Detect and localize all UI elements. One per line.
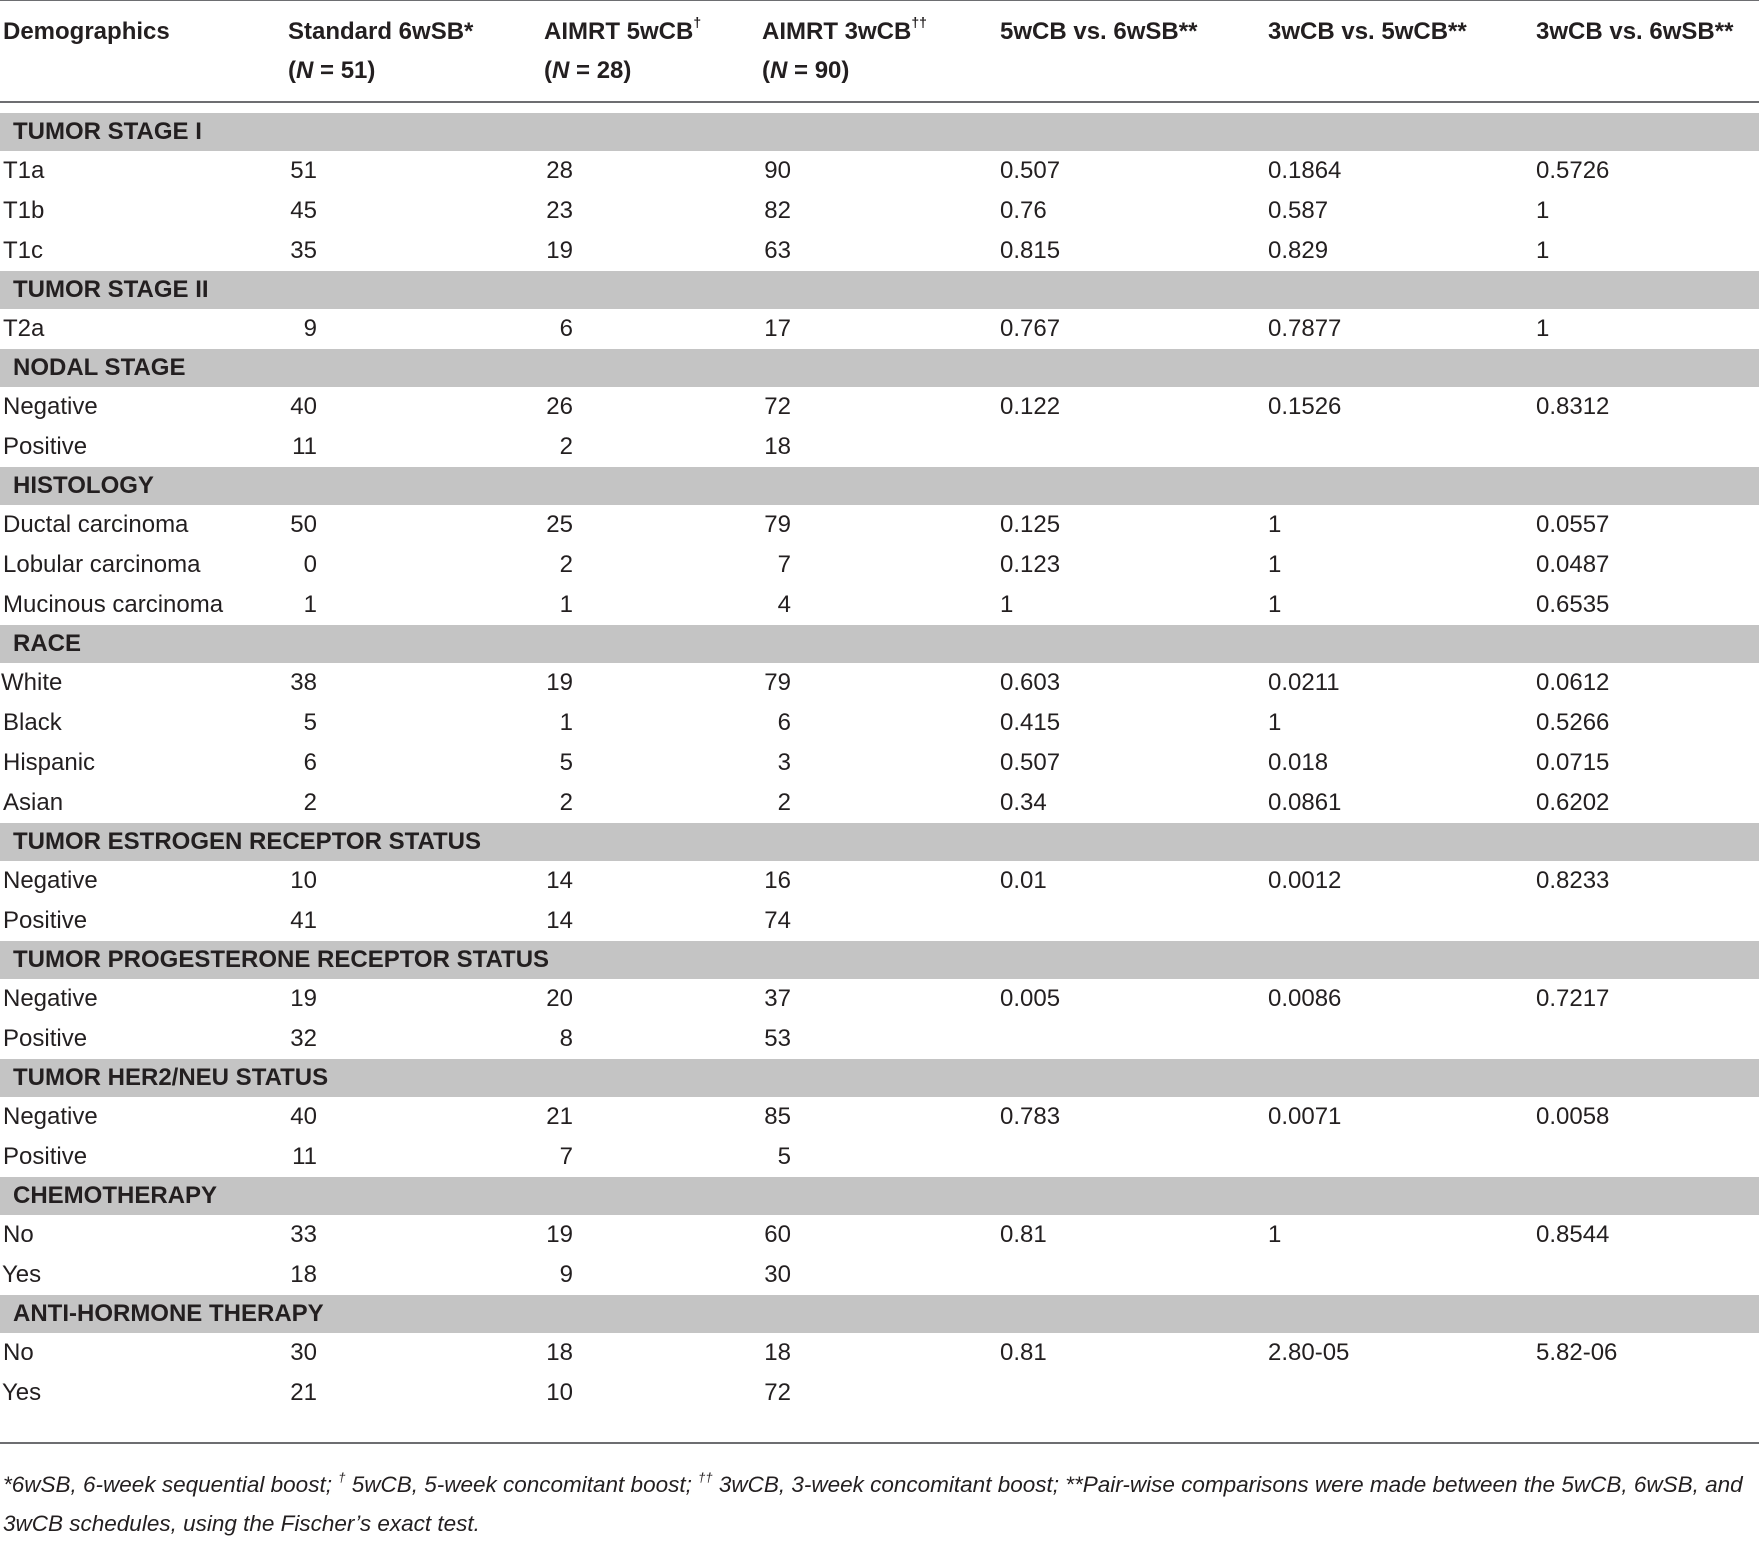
row-label: Positive <box>3 907 88 934</box>
table-cell: 40 <box>290 1103 317 1130</box>
header-aimrt-5wcb: AIMRT 5wCB† <box>544 14 702 45</box>
table-cell: 0.01 <box>1000 867 1047 894</box>
table-cell: 0.6535 <box>1536 591 1610 618</box>
table-cell: 19 <box>546 237 573 264</box>
table-cell: 0.125 <box>1000 511 1061 538</box>
header-3wcb-vs-5wcb: 3wCB vs. 5wCB** <box>1268 18 1467 45</box>
row-label: T2a <box>3 315 45 342</box>
table-cell: 0.1864 <box>1268 157 1342 184</box>
table-cell: 0.76 <box>1000 197 1047 224</box>
table-cell: 50 <box>290 511 317 538</box>
table-cell: 72 <box>764 1379 791 1406</box>
table-cell: 0.8544 <box>1536 1221 1610 1248</box>
section-band <box>0 349 1759 387</box>
table-cell: 0.122 <box>1000 393 1061 420</box>
table-cell: 1 <box>1268 551 1282 578</box>
table-cell: 25 <box>546 511 573 538</box>
table-cell: 30 <box>764 1261 791 1288</box>
table-cell: 5 <box>559 749 573 776</box>
header-aimrt-3wcb-n: (N = 90) <box>762 57 850 84</box>
table-cell: 7 <box>777 551 791 578</box>
header-5wcb-vs-6wsb: 5wCB vs. 6wSB** <box>1000 18 1198 45</box>
table-cell: 72 <box>764 393 791 420</box>
row-label: Negative <box>3 393 98 420</box>
table-cell: 0.507 <box>1000 749 1061 776</box>
section-band <box>0 467 1759 505</box>
section-title: CHEMOTHERAPY <box>13 1182 218 1209</box>
table-cell: 0.0557 <box>1536 511 1610 538</box>
section-band <box>0 625 1759 663</box>
table-cell: 1 <box>1000 591 1014 618</box>
table-cell: 0.0071 <box>1268 1103 1342 1130</box>
table-cell: 21 <box>546 1103 573 1130</box>
header-aimrt-3wcb: AIMRT 3wCB†† <box>762 14 927 45</box>
table-cell: 5 <box>777 1143 791 1170</box>
table-cell: 60 <box>764 1221 791 1248</box>
top-rule <box>0 0 1759 1</box>
table-cell: 37 <box>764 985 791 1012</box>
header-standard-6wsb: Standard 6wSB* <box>288 18 474 45</box>
row-label: Yes <box>2 1261 42 1288</box>
table-cell: 0.5266 <box>1536 709 1610 736</box>
table-cell: 23 <box>546 197 573 224</box>
table-cell: 0.7877 <box>1268 315 1342 342</box>
table-cell: 18 <box>546 1339 573 1366</box>
row-label: No <box>3 1221 34 1248</box>
table-cell: 1 <box>1268 709 1282 736</box>
table-cell: 19 <box>546 1221 573 1248</box>
row-label: Asian <box>3 789 64 816</box>
table-cell: 6 <box>303 749 317 776</box>
table-cell: 2 <box>303 789 317 816</box>
table-cell: 1 <box>1268 511 1282 538</box>
row-label: No <box>3 1339 34 1366</box>
row-label: T1a <box>3 157 45 184</box>
table-cell: 2 <box>777 789 791 816</box>
section-band <box>0 113 1759 151</box>
table-cell: 6 <box>777 709 791 736</box>
table-cell: 18 <box>764 1339 791 1366</box>
table-cell: 40 <box>290 393 317 420</box>
table-cell: 0.34 <box>1000 789 1047 816</box>
table-cell: 2.80-05 <box>1268 1339 1350 1366</box>
table-cell: 5.82-06 <box>1536 1339 1618 1366</box>
section-band <box>0 1295 1759 1333</box>
table-footnote: *6wSB, 6-week sequential boost; † 5wCB, 5-week concomitant boost; †† 3wCB, 3-week concomitant boost; **Pair-wise comparisons were made between the 5wCB, 6wSB, and 3wCB schedules, using the Fischer’s exact test. <box>3 1470 1743 1536</box>
row-label: Mucinous carcinoma <box>3 591 224 618</box>
section-title: NODAL STAGE <box>13 354 186 381</box>
table-cell: 28 <box>546 157 573 184</box>
section-title: ANTI-HORMONE THERAPY <box>13 1300 324 1327</box>
row-label: White <box>1 669 63 696</box>
table-cell: 1 <box>559 709 573 736</box>
table-cell: 79 <box>764 511 791 538</box>
table-cell: 0.415 <box>1000 709 1061 736</box>
table-cell: 1 <box>303 591 317 618</box>
table-cell: 0.1526 <box>1268 393 1342 420</box>
table-cell: 79 <box>764 669 791 696</box>
table-cell: 26 <box>546 393 573 420</box>
section-band <box>0 1059 1759 1097</box>
row-label: Negative <box>3 985 98 1012</box>
table-cell: 8 <box>559 1025 573 1052</box>
row-label: Negative <box>3 867 98 894</box>
header-standard-6wsb-n: (N = 51) <box>288 57 376 84</box>
table-cell: 2 <box>559 433 573 460</box>
table-cell: 3 <box>777 749 791 776</box>
table-cell: 0.018 <box>1268 749 1329 776</box>
table-cell: 0.81 <box>1000 1339 1047 1366</box>
table-cell: 0.783 <box>1000 1103 1061 1130</box>
section-title: RACE <box>13 630 82 657</box>
table-cell: 85 <box>764 1103 791 1130</box>
table-cell: 0.0211 <box>1268 669 1340 696</box>
table-cell: 9 <box>559 1261 573 1288</box>
table-cell: 9 <box>303 315 317 342</box>
table-cell: 74 <box>764 907 791 934</box>
table-cell: 5 <box>303 709 317 736</box>
row-label: Lobular carcinoma <box>3 551 201 578</box>
table-cell: 0.123 <box>1000 551 1061 578</box>
section-band <box>0 271 1759 309</box>
table-cell: 19 <box>290 985 317 1012</box>
row-label: T1b <box>3 197 45 224</box>
table-cell: 17 <box>764 315 791 342</box>
table-cell: 0.829 <box>1268 237 1329 264</box>
header-demographics: Demographics <box>3 18 170 45</box>
section-band <box>0 823 1759 861</box>
table-cell: 4 <box>777 591 791 618</box>
table-cell: 0.7217 <box>1536 985 1610 1012</box>
table-cell: 14 <box>546 907 573 934</box>
table-cell: 1 <box>1536 197 1550 224</box>
table-cell: 0.603 <box>1000 669 1061 696</box>
table-cell: 6 <box>559 315 573 342</box>
table-cell: 2 <box>559 789 573 816</box>
table-cell: 20 <box>546 985 573 1012</box>
table-cell: 0.0012 <box>1268 867 1342 894</box>
table-cell: 10 <box>290 867 317 894</box>
table-cell: 0.8312 <box>1536 393 1610 420</box>
table-cell: 82 <box>764 197 791 224</box>
table-cell: 1 <box>1268 591 1282 618</box>
table-cell: 0.587 <box>1268 197 1329 224</box>
row-label: Black <box>3 709 62 736</box>
table-cell: 2 <box>559 551 573 578</box>
table-cell: 33 <box>290 1221 317 1248</box>
bottom-rule <box>0 1442 1759 1444</box>
section-title: TUMOR PROGESTERONE RECEPTOR STATUS <box>13 946 550 973</box>
row-label: Yes <box>2 1379 42 1406</box>
table-cell: 18 <box>290 1261 317 1288</box>
section-title: TUMOR ESTROGEN RECEPTOR STATUS <box>13 828 482 855</box>
section-band <box>0 1177 1759 1215</box>
row-label: Ductal carcinoma <box>3 511 189 538</box>
table-cell: 16 <box>764 867 791 894</box>
table-cell: 7 <box>559 1143 573 1170</box>
table-cell: 35 <box>290 237 317 264</box>
table-cell: 0.507 <box>1000 157 1061 184</box>
table-cell: 0.0612 <box>1536 669 1610 696</box>
row-label: Positive <box>3 1025 88 1052</box>
section-band <box>0 941 1759 979</box>
row-label: Positive <box>3 1143 88 1170</box>
table-cell: 0.0715 <box>1536 749 1610 776</box>
table-cell: 0.5726 <box>1536 157 1610 184</box>
section-title: TUMOR STAGE II <box>13 276 209 303</box>
table-cell: 0.0086 <box>1268 985 1342 1012</box>
section-title: TUMOR HER2/NEU STATUS <box>13 1064 329 1091</box>
header-3wcb-vs-6wsb: 3wCB vs. 6wSB** <box>1536 18 1734 45</box>
table-cell: 1 <box>1536 315 1550 342</box>
table-cell: 51 <box>290 157 317 184</box>
section-title: TUMOR STAGE I <box>13 118 202 145</box>
row-label: Hispanic <box>3 749 96 776</box>
table-cell: 0.0487 <box>1536 551 1610 578</box>
table-cell: 38 <box>290 669 317 696</box>
header-aimrt-5wcb-n: (N = 28) <box>544 57 632 84</box>
table-cell: 21 <box>290 1379 317 1406</box>
table-cell: 30 <box>290 1339 317 1366</box>
table-cell: 1 <box>559 591 573 618</box>
row-label: T1c <box>3 237 44 264</box>
table-cell: 0.8233 <box>1536 867 1610 894</box>
table-cell: 45 <box>290 197 317 224</box>
table-cell: 63 <box>764 237 791 264</box>
table-cell: 0.0861 <box>1268 789 1342 816</box>
table-cell: 1 <box>1536 237 1550 264</box>
table-cell: 0.815 <box>1000 237 1061 264</box>
table-cell: 14 <box>546 867 573 894</box>
table-cell: 32 <box>290 1025 317 1052</box>
table-cell: 11 <box>292 433 317 460</box>
table-cell: 41 <box>290 907 317 934</box>
row-label: Positive <box>3 433 88 460</box>
row-label: Negative <box>3 1103 98 1130</box>
table-cell: 0.6202 <box>1536 789 1610 816</box>
table-cell: 19 <box>546 669 573 696</box>
table-cell: 1 <box>1268 1221 1282 1248</box>
table-cell: 0 <box>303 551 317 578</box>
table-cell: 53 <box>764 1025 791 1052</box>
table-cell: 90 <box>764 157 791 184</box>
table-cell: 0.81 <box>1000 1221 1047 1248</box>
table-cell: 18 <box>764 433 791 460</box>
table-cell: 0.005 <box>1000 985 1061 1012</box>
header-rule <box>0 101 1759 103</box>
table-cell: 0.0058 <box>1536 1103 1610 1130</box>
table-cell: 10 <box>546 1379 573 1406</box>
section-title: HISTOLOGY <box>13 472 154 499</box>
table-cell: 0.767 <box>1000 315 1061 342</box>
table-cell: 11 <box>292 1143 317 1170</box>
